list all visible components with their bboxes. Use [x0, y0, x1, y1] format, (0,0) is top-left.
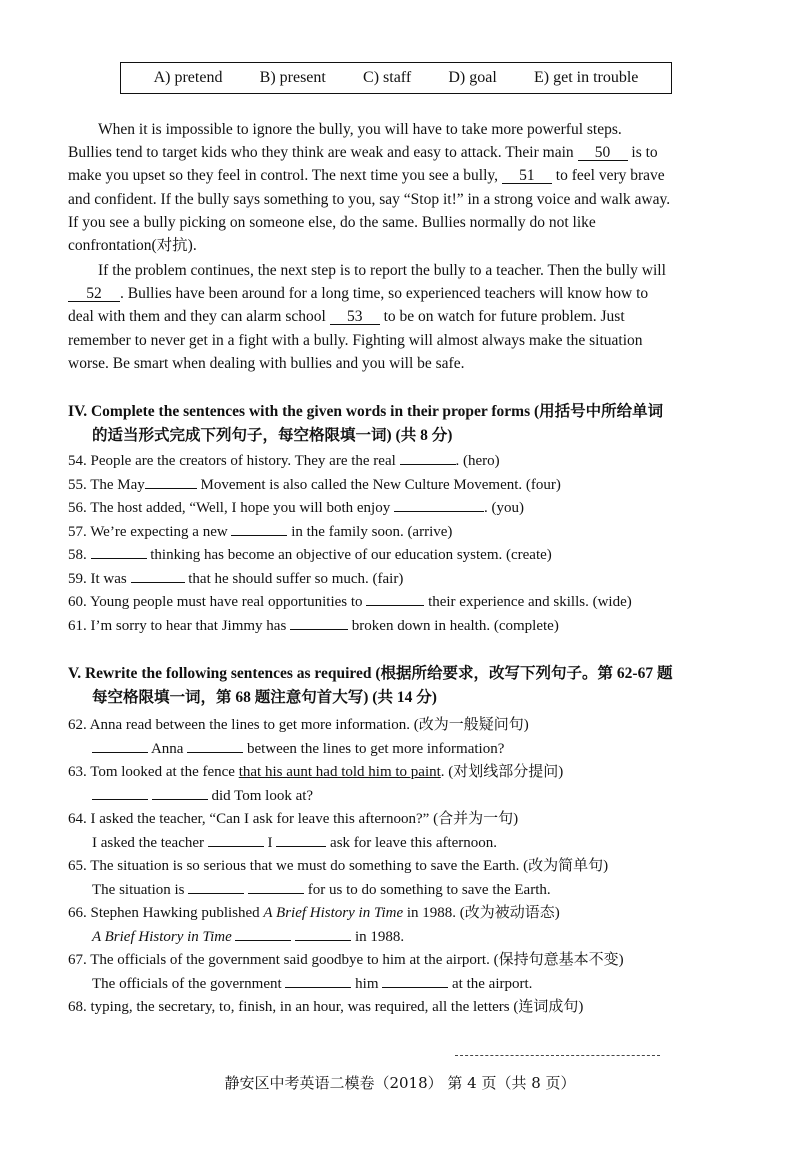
question-65-answer: The situation is for us to do something to save the Earth.	[68, 879, 748, 903]
answer-blank[interactable]	[382, 973, 448, 988]
word-option: C) staff	[363, 69, 412, 86]
word-option: D) goal	[448, 69, 497, 86]
answer-blank[interactable]	[295, 926, 351, 941]
question-60: 60. Young people must have real opportunities to their experience and skills. (wide)	[68, 591, 748, 615]
passage-line: If the problem continues, the next step is to report the bully to a teacher. Then the bully will	[98, 262, 666, 279]
answer-blank[interactable]	[92, 738, 148, 753]
answer-blank[interactable]	[131, 568, 185, 583]
passage-line	[68, 282, 728, 305]
passage-line	[68, 164, 728, 187]
question-63: 63. Tom looked at the fence that his aunt had told him to paint. (对划线部分提问)	[68, 764, 564, 780]
answer-blank[interactable]	[366, 591, 424, 606]
section-title-line: V. Rewrite the following sentences as required (根据所给要求，改写下列句子。第 62-67 题	[68, 665, 673, 682]
passage-line: remember to never get in a fight with a bully. Fighting will almost always make the situation	[68, 331, 643, 349]
question-64-answer: I asked the teacher I ask for leave this afternoon.	[68, 832, 748, 856]
question-66-answer: A Brief History in Time in 1988.	[68, 926, 748, 950]
question-63-answer: did Tom look at?	[68, 785, 748, 809]
passage-line	[68, 305, 728, 328]
passage-line: If you see a bully picking on someone else, do the same. Bullies normally do not like	[68, 213, 596, 231]
question-68: 68. typing, the secretary, to, finish, in an hour, was required, all the letters (连词成句)	[68, 999, 584, 1015]
passage-line: and confident. If the bully says something to you, say “Stop it!” in a strong voice and walk away.	[68, 190, 671, 208]
passage-line: When it is impossible to ignore the bully, you will have to take more powerful steps.	[98, 121, 622, 138]
word-option: E) get in trouble	[533, 69, 639, 86]
section-title-line: 的适当形式完成下列句子，每空格限填一词) (共 8 分)	[92, 426, 453, 444]
passage-text: is to	[631, 144, 658, 162]
answer-blank[interactable]	[394, 497, 484, 512]
answer-blank[interactable]	[248, 879, 304, 894]
passage-text: deal with them and they can alarm school	[68, 308, 326, 326]
section-5-questions	[68, 714, 748, 1020]
page-footer: 静安区中考英语二模卷（2018） 第 4 页（共 8 页）	[224, 1074, 576, 1092]
question-64: 64. I asked the teacher, “Can I ask for leave this afternoon?” (合并为一句)	[68, 811, 519, 827]
answer-blank[interactable]	[231, 521, 287, 536]
question-56: 56. The host added, “Well, I hope you will both enjoy . (you)	[68, 497, 748, 521]
question-58: 58. thinking has become an objective of our education system. (create)	[68, 544, 748, 568]
answer-blank[interactable]	[91, 544, 147, 559]
section-title-line: 每空格限填一词，第 68 题注意句首大写) (共 14 分)	[92, 688, 437, 706]
answer-blank[interactable]	[235, 926, 291, 941]
answer-blank[interactable]	[400, 450, 456, 465]
passage-paragraph-1	[68, 118, 728, 257]
question-57: 57. We’re expecting a new in the family soon. (arrive)	[68, 521, 748, 545]
word-option: B) present	[259, 69, 326, 86]
answer-blank-53[interactable]: 53	[330, 309, 380, 325]
section-title-line: IV. Complete the sentences with the given words in their proper forms (用括号中所给单词	[68, 403, 664, 420]
passage-text: Bullies tend to target kids who they think are weak and easy to attack. Their main	[68, 144, 574, 162]
answer-blank[interactable]	[290, 615, 348, 630]
answer-blank[interactable]	[188, 879, 244, 894]
answer-blank[interactable]	[208, 832, 264, 847]
question-59: 59. It was that he should suffer so much. (fair)	[68, 568, 748, 592]
passage-text: make you upset so they feel in control. The next time you see a bully,	[68, 167, 499, 185]
question-65: 65. The situation is so serious that we must do something to save the Earth. (改为简单句)	[68, 858, 609, 874]
word-choice-box	[120, 62, 672, 94]
passage-text: to feel very brave	[555, 167, 665, 185]
answer-line-68[interactable]	[455, 1055, 660, 1056]
passage-paragraph-2	[68, 259, 728, 375]
question-67-answer: The officials of the government him at the airport.	[68, 973, 748, 997]
answer-blank-52[interactable]: 52	[68, 286, 120, 302]
section-4-heading	[68, 400, 728, 447]
answer-blank[interactable]	[92, 785, 148, 800]
question-67: 67. The officials of the government said goodbye to him at the airport. (保持句意基本不变)	[68, 952, 624, 968]
answer-blank[interactable]	[285, 973, 351, 988]
answer-blank[interactable]	[187, 738, 243, 753]
passage-line: confrontation(对抗).	[68, 236, 197, 254]
passage-line	[68, 141, 728, 164]
question-55: 55. The May Movement is also called the New Culture Movement. (four)	[68, 474, 748, 498]
question-62-answer: Anna between the lines to get more information?	[68, 738, 748, 762]
answer-blank[interactable]	[276, 832, 326, 847]
answer-blank[interactable]	[152, 785, 208, 800]
passage-text: . Bullies have been around for a long time, so experienced teachers will know how to	[120, 285, 649, 303]
passage-line: worse. Be smart when dealing with bullies and you will be safe.	[68, 354, 465, 372]
answer-blank-50[interactable]: 50	[578, 145, 628, 161]
answer-blank-51[interactable]: 51	[502, 168, 552, 184]
section-5-heading	[68, 662, 728, 709]
answer-blank[interactable]	[145, 474, 197, 489]
question-54: 54. People are the creators of history. They are the real . (hero)	[68, 450, 748, 474]
word-option: A) pretend	[153, 69, 223, 86]
question-62: 62. Anna read between the lines to get more information. (改为一般疑问句)	[68, 717, 529, 733]
section-4-questions	[68, 450, 748, 638]
question-66: 66. Stephen Hawking published A Brief History in Time in 1988. (改为被动语态)	[68, 905, 560, 921]
passage-text: to be on watch for future problem. Just	[383, 308, 625, 326]
question-61: 61. I’m sorry to hear that Jimmy has broken down in health. (complete)	[68, 615, 748, 639]
